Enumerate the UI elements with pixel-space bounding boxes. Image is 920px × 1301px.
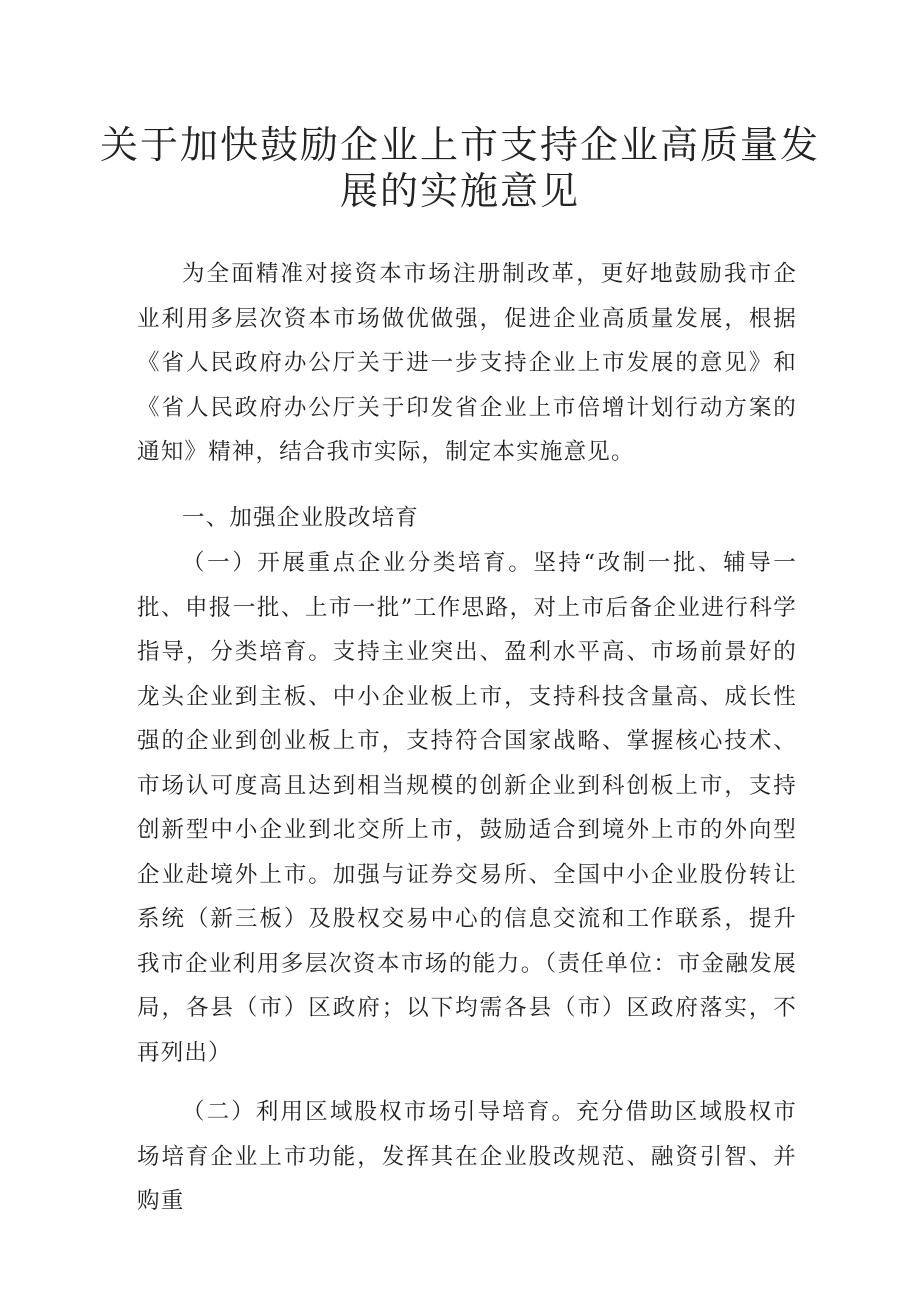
section-1-heading: 一、加强企业股改培育 [182, 505, 420, 531]
item-2-paragraph: （二）利用区域股权市场引导培育。充分借助区域股权市场培育企业上市功能，发挥其在企业股改规范、融资引智、并购重 [137, 1099, 797, 1214]
document-title-line-1: 关于加快鼓励企业上市支持企业高质量发 [99, 123, 820, 167]
item-1-paragraph: （一）开展重点企业分类培育。坚持“改制一批、辅导一批、申报一批、上市一批”工作思路，对上市后备企业进行科学指导，分类培育。支持主业突出、盈利水平高、市场前景好的龙头企业到主板、中小企业板上市，支持科技含量高、成长性强的企业到创业板上市，支持符合国家战略、掌握核心技术、市场认可度高且达到相当规模的创新企业到科创板上市，支持创新型中小企业到北交所上市，鼓励适合到境外上市的外向型企业赴境外上市。加强与证券交易所、全国中小企业股份转让系统（新三板）及股权交易中心的信息交流和工作联系，提升我市企业利用多层次资本市场的能力。（责任单位：市金融发展局，各县（市）区政府；以下均需各县（市）区政府落实，不再列出） [137, 550, 797, 1066]
intro-paragraph: 为全面精准对接资本市场注册制改革，更好地鼓励我市企业利用多层次资本市场做优做强，促进企业高质量发展，根据《省人民政府办公厅关于进一步支持企业上市发展的意见》和《省人民政府办公厅关于印发省企业上市倍增计划行动方案的通知》精神，结合我市实际，制定本实施意见。 [137, 261, 797, 465]
document-title-line-2: 展的实施意见 [339, 169, 580, 213]
